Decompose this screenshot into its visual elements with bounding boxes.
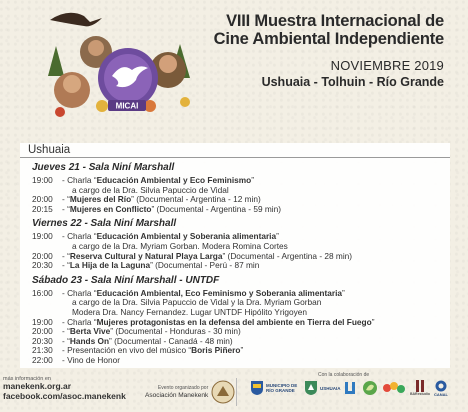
day-heading: Sábado 23 - Sala Niní Marshall - UNTDF xyxy=(32,274,220,286)
row-text-pre: - Charla “ xyxy=(62,287,97,298)
info-label: más información en xyxy=(3,376,51,382)
row-time: 20:00 xyxy=(32,250,53,261)
row-text-bold: Boris Piñero xyxy=(191,345,241,356)
row-time: 20:00 xyxy=(32,326,53,337)
row-time: 20:15 xyxy=(32,203,53,214)
rio-grande-logo xyxy=(250,380,297,396)
row-text-post: ” (Documental - Perú - 87 min xyxy=(150,260,260,271)
row-text-bold: Berta Vive xyxy=(69,326,111,337)
row-text-pre: - “ xyxy=(62,260,70,271)
title-block xyxy=(214,12,444,89)
row-text-post: ” (Documental - Argentina - 59 min) xyxy=(151,203,282,214)
canal-text: CANAL xyxy=(434,392,448,397)
row-text-pre: - Charla “ xyxy=(62,231,97,242)
schedule-list xyxy=(32,162,447,366)
partner-logo-green xyxy=(362,380,378,396)
row-text-pre: Modera Dra. Nancy Fernandez. Lugar UNTDF Hipólito Yrigoyen xyxy=(72,306,308,317)
bar-estudio-logo xyxy=(410,380,430,397)
event-places: Ushuaia - Tolhuin - Río Grande xyxy=(261,75,444,89)
row-description xyxy=(62,356,120,366)
organizer xyxy=(145,380,235,404)
header xyxy=(0,0,468,140)
festival-logo-artwork xyxy=(40,6,200,124)
condor-icon xyxy=(50,13,102,27)
footer xyxy=(0,372,468,412)
rio-grande-text-2: RÍO GRANDE xyxy=(266,388,295,393)
row-text-post: ” xyxy=(276,231,279,242)
ushuaia-logo xyxy=(304,380,341,396)
row-text-post: ” (Documental - Argentina - 28 min) xyxy=(222,250,353,261)
footer-divider xyxy=(236,378,237,406)
rio-grande-shield-icon xyxy=(250,380,264,396)
schedule-row xyxy=(32,356,447,366)
row-text-pre: - Vino de Honor xyxy=(62,354,120,365)
row-description xyxy=(62,205,281,215)
untdf-icon xyxy=(344,380,356,396)
ushuaia-text: USHUAIA xyxy=(320,385,341,391)
manekenk-logo-icon xyxy=(211,380,235,404)
row-text-bold: La Hija de la Laguna xyxy=(69,260,151,271)
bar-estudio-text: BARestudio xyxy=(410,392,431,396)
event-date: NOVIEMBRE 2019 xyxy=(330,58,444,73)
row-text-post: ” (Documental - Argentina - 12 min) xyxy=(131,194,261,205)
day-heading: Viernes 22 - Sala Niní Marshall xyxy=(32,218,177,230)
row-text-bold: Mujeres en Conflicto xyxy=(69,203,152,214)
row-time: 19:00 xyxy=(32,316,53,327)
row-text-bold: Hands On xyxy=(69,335,110,346)
untdf-logo xyxy=(344,380,356,396)
row-time: 21:30 xyxy=(32,345,53,356)
leaf-icon xyxy=(362,380,378,396)
location-heading: Ushuaia xyxy=(20,143,450,158)
row-text-post: ” xyxy=(251,175,254,185)
title-line-2: Cine Ambiental Independiente xyxy=(213,30,444,48)
rio-grande-text-1: MUNICIPIO DE xyxy=(266,383,298,388)
row-text-pre: - “ xyxy=(62,250,70,261)
row-text-pre: - Charla “ xyxy=(62,175,97,185)
row-text-pre: - Presentación en vivo del músico “ xyxy=(62,345,192,356)
colorful-logo-icon xyxy=(382,380,406,396)
row-time: 22:00 xyxy=(32,354,53,365)
row-time: 20:30 xyxy=(32,260,53,271)
row-text-bold: Educación Ambiental, Eco Feminismo y Soberania alimentaria xyxy=(96,287,343,298)
row-text-pre: - Charla “ xyxy=(62,316,97,327)
organizer-name: Asociación Manekenk xyxy=(145,392,209,399)
website-link[interactable]: manekenk.org.ar xyxy=(3,381,72,391)
partner-logo-colorful xyxy=(382,380,406,396)
organizer-label: Evento organizado por xyxy=(157,385,209,391)
canal-icon xyxy=(434,380,448,392)
row-text-pre: - “ xyxy=(62,203,70,214)
row-text-post: ” (Documental - Canadá - 48 min) xyxy=(109,335,233,346)
row-text-post: ” (Documental - Honduras - 30 min) xyxy=(110,326,241,337)
micai-badge: MICAI xyxy=(115,101,139,111)
row-text-post: ” xyxy=(342,287,345,298)
row-text-pre: a cargo de la Dra. Myriam Gorban. Modera Romina Cortes xyxy=(72,240,288,251)
row-text-post: ” xyxy=(371,316,375,327)
facebook-link[interactable]: facebook.com/asoc.manekenk xyxy=(3,390,126,401)
contact-info xyxy=(3,376,126,401)
canal-logo xyxy=(434,380,448,397)
row-text-bold: Educación Ambiental y Soberania alimentaria xyxy=(96,231,277,242)
row-text-bold: Reserva Cultural y Natural Playa Larga xyxy=(69,250,223,261)
row-text-pre: - “ xyxy=(62,194,70,205)
row-text-pre: - “ xyxy=(62,326,70,337)
collaboration-label: Con la colaboración de xyxy=(318,372,370,378)
row-text-pre: a cargo de la Dra. Silvia Papuccio de Vidal y la Dra. Myriam Gorban xyxy=(72,297,322,308)
title-line-1: VIII Muestra Internacional de xyxy=(226,12,444,30)
row-time: 20:30 xyxy=(32,335,53,346)
day-heading: Jueves 21 - Sala Niní Marshall xyxy=(32,162,175,173)
row-text-bold: Mujeres del Río xyxy=(69,194,132,205)
row-text-bold: Educación Ambiental y Eco Feminismo xyxy=(96,175,252,185)
row-description xyxy=(62,261,259,271)
bar-estudio-icon xyxy=(415,380,425,392)
row-text-bold: Mujeres protagonistas en la defensa del ambiente en Tierra del Fuego xyxy=(96,316,372,327)
ushuaia-shield-icon xyxy=(304,380,318,396)
row-text-pre: - “ xyxy=(62,335,70,346)
row-time: 19:00 xyxy=(32,231,53,242)
schedule-row xyxy=(32,261,447,271)
row-time: 19:00 xyxy=(32,175,53,185)
row-text-post: ” xyxy=(240,345,244,356)
row-time: 16:00 xyxy=(32,287,53,298)
row-text-pre: a cargo de la Dra. Silvia Papuccio de Vidal xyxy=(72,184,229,195)
schedule-row xyxy=(32,205,447,215)
row-time: 20:00 xyxy=(32,194,53,205)
schedule-panel xyxy=(20,143,450,368)
